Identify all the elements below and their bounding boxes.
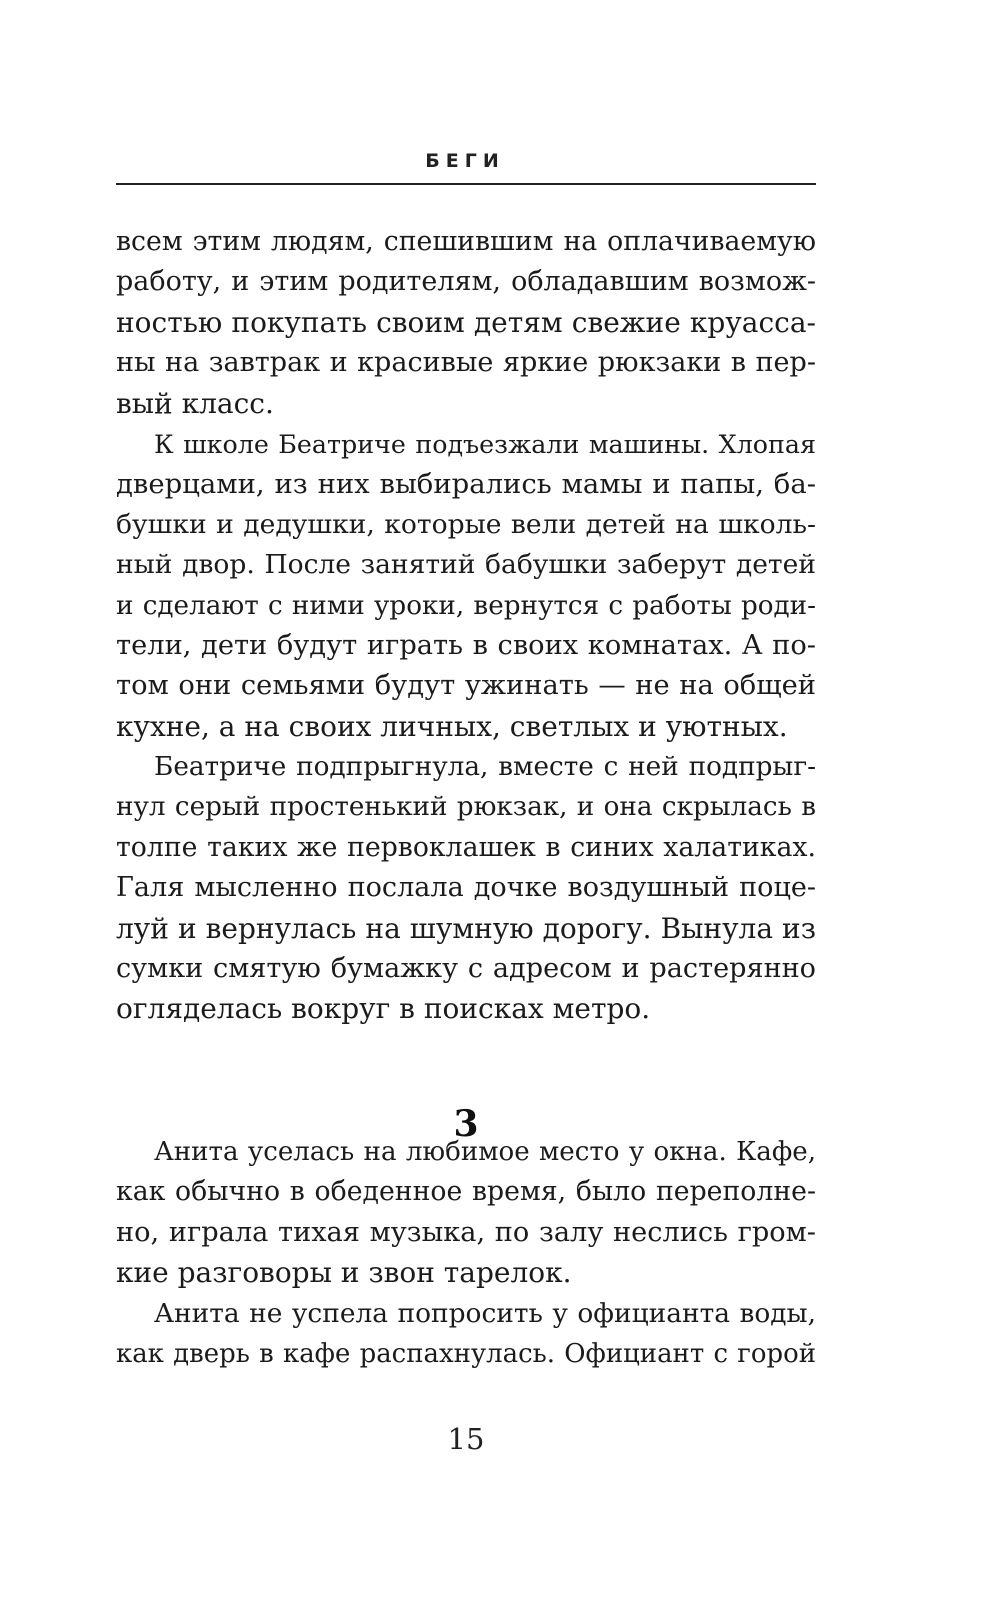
text-line: всем этим людям, спешившим на оплачиваемую [116,226,816,257]
text-line: как обычно в обеденное время, было переполне- [116,1176,816,1208]
text-line: ный двор. После занятий бабушки заберут детей [116,549,816,581]
text-line: Галя мысленно послала дочке воздушный поце- [116,872,816,904]
text-line: К школе Беатриче подъезжали машины. Хлопая [154,428,816,459]
text-line: тели, дети будут играть в своих комнатах. А по- [116,629,816,661]
text-line: нул серый простенький рюкзак, и она скрылась в [116,792,816,823]
text-line: сумки смятую бумажку с адресом и растерянно [116,953,816,985]
text-line: дверцами, из них выбирались мамы и папы, ба- [116,468,816,501]
header-rule [116,183,816,185]
text-line: кухне, а на своих личных, светлых и уютных. [116,709,788,743]
text-line: и сделают с ними уроки, вернутся с работы роди- [116,590,816,621]
text-line: ны на завтрак и красивые яркие рюкзаки в пер- [116,347,816,379]
text-line: Беатриче подпрыгнула, вместе с ней подпрыг- [154,752,816,783]
text-line: том они семьями будут ужинать — не на общей [116,670,816,702]
text-line: бушки и дедушки, которые вели детей на школь- [116,508,816,540]
chapter-number: 3 [453,1103,479,1145]
running-title: БЕГИ [425,150,505,172]
text-line: работу, и этим родителям, обладавшим возмож- [116,266,816,298]
text-line: вый класс. [116,386,274,420]
text-line: ностью покупать своим детям свежие круасса- [116,305,816,339]
text-line: луй и вернулась на шумную дорогу. Вынула из [116,911,816,945]
text-line: Анита уселась на любимое место у окна. Кафе, [154,1137,816,1167]
page-number: 15 [447,1422,485,1456]
text-line: как дверь в кафе распахнулась. Официант с горой [116,1338,816,1369]
text-line: Анита не успела попросить у официанта воды, [154,1297,816,1329]
body-text-section-1 [116,222,816,1030]
text-line: кие разговоры и звон тарелок. [116,1256,572,1290]
body-text-section-2 [116,1132,816,1374]
text-line: огляделась вокруг в поисках метро. [116,992,651,1026]
text-line: но, играла тихая музыка, по залу неслись гром- [116,1216,816,1248]
text-line: толпе таких же первоклашек в синих халатиках. [116,831,816,863]
